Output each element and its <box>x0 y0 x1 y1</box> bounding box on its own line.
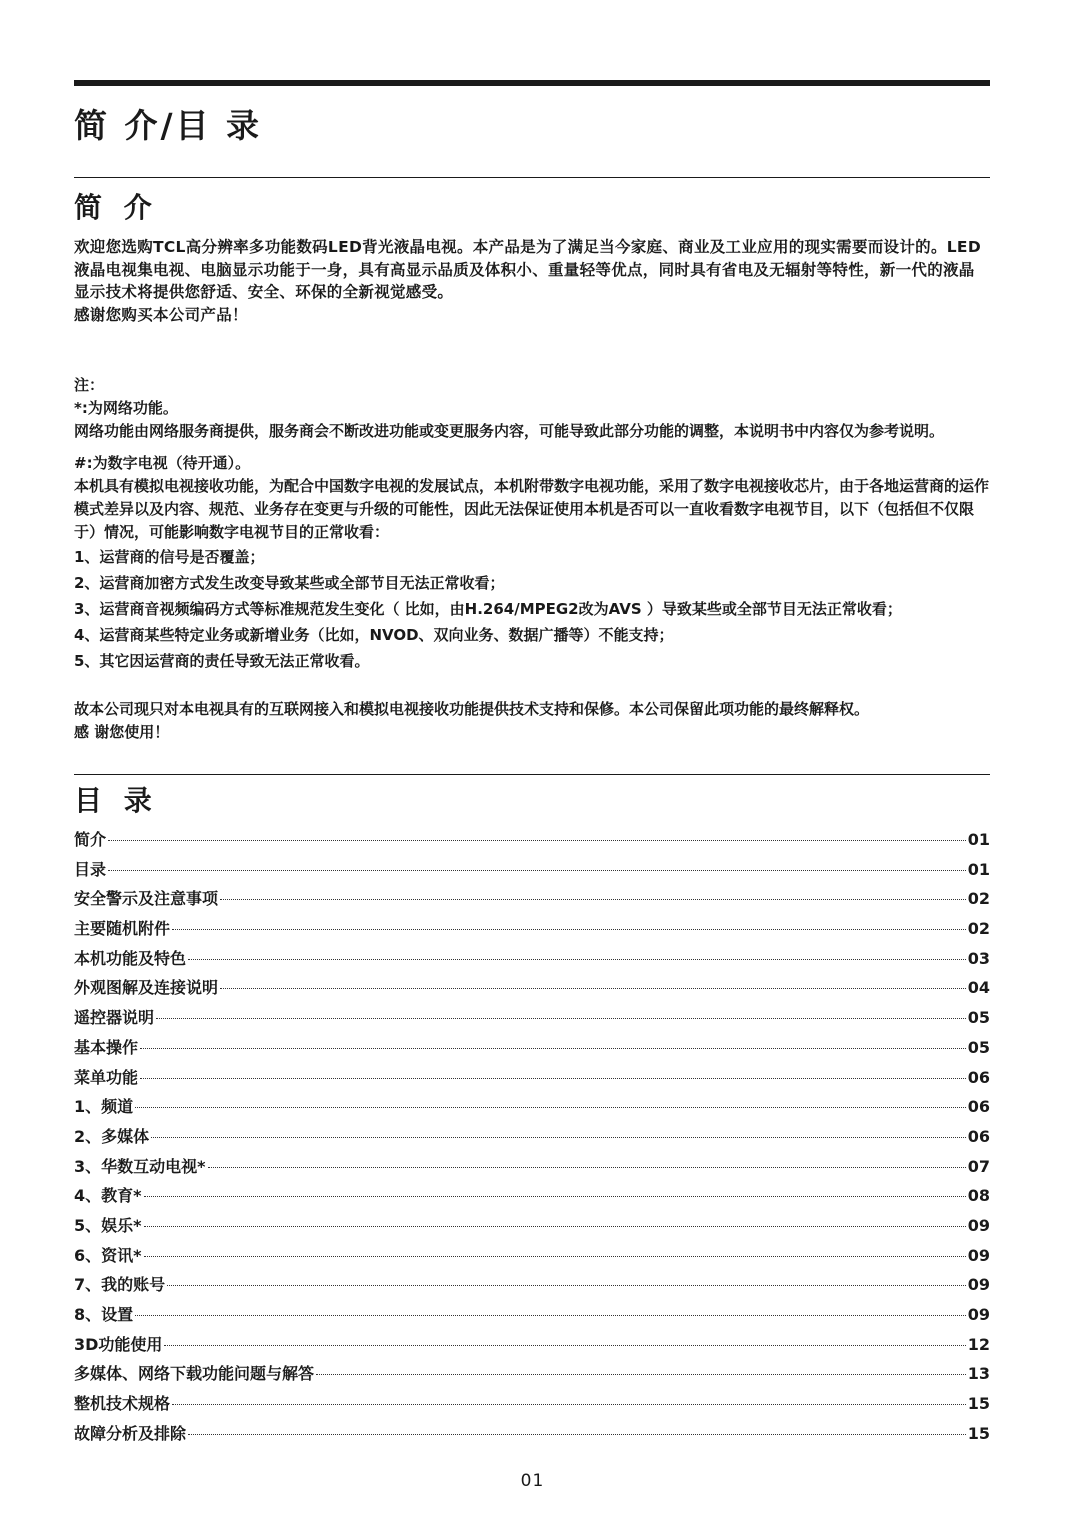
toc-label: 多媒体、网络下载功能问题与解答 <box>74 1364 315 1384</box>
toc-page: 12 <box>967 1334 990 1354</box>
disclaimer: 故本公司现只对本电视具有的互联网接入和模拟电视接收功能提供技术支持和保修。本公司保留此项功能的最终解释权。 <box>74 700 870 718</box>
dot-leader <box>188 959 966 960</box>
toc-page: 15 <box>967 1423 990 1443</box>
toc-page: 01 <box>967 859 990 879</box>
toc-label: 本机功能及特色 <box>74 948 187 968</box>
dot-leader <box>144 1226 966 1227</box>
toc-page: 01 <box>967 830 990 849</box>
toc-entry[interactable] <box>74 1005 990 1035</box>
dot-leader <box>144 1196 966 1197</box>
toc-page: 06 <box>967 1067 990 1087</box>
intro-thanks: 感谢您购买本公司产品！ <box>74 305 248 324</box>
digital-text: 本机具有模拟电视接收功能，为配合中国数字电视的发展试点，本机附带数字电视功能，采用了数字电视接收芯片，由于各地运营商的运作模式差异以及内容、规范、业务存在变更与升级的可能性，因此无法保证使用本机是否可以一直收看数字电视节目，以下（包括但不仅限于）情况，可能影响数字电视节目的正常收看： <box>74 477 990 541</box>
intro-heading: 简 介 <box>74 191 158 224</box>
intro-paragraph: 欢迎您选购TCL高分辨率多功能数码LED背光液晶电视。本产品是为了满足当今家庭、商业及工业应用的现实需要而设计的。LED液晶电视集电视、电脑显示功能于一身，具有高显示品质及体积小、重量轻等优点，同时具有省电及无辐射等特性，新一代的液晶显示技术将提供您舒适、安全、环保的全新视觉感受。 <box>74 238 981 301</box>
toc-entry[interactable] <box>74 1302 990 1332</box>
dot-leader <box>140 1048 966 1049</box>
list-item: 1、运营商的信号是否覆盖； <box>74 548 265 566</box>
toc-label: 整机技术规格 <box>74 1394 171 1414</box>
toc-entry[interactable] <box>74 1035 990 1065</box>
dot-leader <box>151 1137 966 1138</box>
network-text: 网络功能由网络服务商提供，服务商会不断改进功能或变更服务内容，可能导致此部分功能的调整，本说明书中内容仅为参考说明。 <box>74 422 945 440</box>
toc-page: 02 <box>967 889 990 909</box>
toc-entry[interactable] <box>74 916 990 946</box>
dot-leader <box>172 1404 966 1405</box>
table-of-contents <box>74 827 990 1450</box>
toc-label: 安全警示及注意事项 <box>74 889 219 909</box>
dot-leader <box>156 1018 966 1019</box>
page-title: 简 介/目 录 <box>74 106 263 145</box>
dot-leader <box>316 1374 966 1375</box>
dot-leader <box>220 988 966 989</box>
dot-leader <box>144 1256 966 1257</box>
toc-entry[interactable] <box>74 1332 990 1362</box>
list-item: 4、运营商某些特定业务或新增业务（比如，NVOD、双向业务、数据广播等）不能支持； <box>74 626 674 644</box>
divider <box>74 177 990 178</box>
divider <box>74 774 990 775</box>
toc-entry[interactable] <box>74 1391 990 1421</box>
toc-page: 06 <box>967 1097 990 1117</box>
conditions-list <box>74 544 990 674</box>
dot-leader <box>135 1315 966 1316</box>
toc-page: 13 <box>967 1364 990 1384</box>
toc-page: 09 <box>967 1245 990 1265</box>
toc-label: 2、多媒体 <box>74 1126 150 1146</box>
toc-page: 05 <box>967 1008 990 1028</box>
toc-entry[interactable] <box>74 857 990 887</box>
toc-label: 3D功能使用 <box>74 1334 163 1354</box>
toc-label: 简介 <box>74 830 107 849</box>
digital-marker: #:为数字电视（待开通）。 <box>74 454 251 472</box>
dot-leader <box>140 1078 966 1079</box>
toc-page: 02 <box>967 919 990 939</box>
toc-page: 09 <box>967 1275 990 1295</box>
toc-label: 7、我的账号 <box>74 1275 166 1295</box>
toc-page: 08 <box>967 1186 990 1206</box>
toc-entry[interactable] <box>74 886 990 916</box>
toc-label: 6、资讯* <box>74 1245 142 1265</box>
toc-entry[interactable] <box>74 946 990 976</box>
dot-leader <box>208 1167 966 1168</box>
dot-leader <box>108 870 966 871</box>
manual-page <box>74 80 990 1450</box>
toc-label: 菜单功能 <box>74 1067 139 1087</box>
toc-label: 主要随机附件 <box>74 919 171 939</box>
list-item: 3、运营商音视频编码方式等标准规范发生变化（ 比如，由H.264/MPEG2改为AVS ）导致某些或全部节目无法正常收看； <box>74 600 902 618</box>
dot-leader <box>108 840 966 841</box>
toc-page: 09 <box>967 1215 990 1235</box>
toc-page: 03 <box>967 948 990 968</box>
list-item: 2、运营商加密方式发生改变导致某些或全部节目无法正常收看； <box>74 574 505 592</box>
notes-section <box>74 374 990 744</box>
top-rule <box>74 80 990 86</box>
network-marker: *:为网络功能。 <box>74 399 178 417</box>
toc-page: 07 <box>967 1156 990 1176</box>
toc-page: 06 <box>967 1126 990 1146</box>
toc-label: 4、教育* <box>74 1186 142 1206</box>
toc-entry[interactable] <box>74 1243 990 1273</box>
dot-leader <box>167 1285 966 1286</box>
toc-label: 8、设置 <box>74 1305 134 1324</box>
list-item: 5、其它因运营商的责任导致无法正常收看。 <box>74 652 370 670</box>
toc-entry[interactable] <box>74 827 990 857</box>
dot-leader <box>135 1107 966 1108</box>
toc-entry[interactable] <box>74 1213 990 1243</box>
toc-label: 1、频道 <box>74 1097 134 1117</box>
toc-entry[interactable] <box>74 1361 990 1391</box>
toc-entry[interactable] <box>74 1421 990 1451</box>
toc-entry[interactable] <box>74 1124 990 1154</box>
toc-page: 15 <box>967 1394 990 1414</box>
toc-entry[interactable] <box>74 1183 990 1213</box>
toc-page: 09 <box>967 1305 990 1324</box>
toc-entry[interactable] <box>74 1065 990 1095</box>
toc-label: 外观图解及连接说明 <box>74 978 219 998</box>
toc-entry[interactable] <box>74 975 990 1005</box>
toc-label: 5、娱乐* <box>74 1215 142 1235</box>
toc-entry[interactable] <box>74 1272 990 1302</box>
dot-leader <box>220 899 966 900</box>
dot-leader <box>188 1434 966 1435</box>
toc-page: 04 <box>967 978 990 998</box>
toc-label: 基本操作 <box>74 1037 139 1057</box>
dot-leader <box>172 929 966 930</box>
intro-text <box>74 236 990 326</box>
toc-label: 遥控器说明 <box>74 1008 155 1028</box>
page-number: 01 <box>520 1471 545 1491</box>
toc-label: 目录 <box>74 859 107 879</box>
dot-leader <box>164 1345 965 1346</box>
thanks-note: 感 谢您使用！ <box>74 723 170 741</box>
toc-label: 3、华数互动电视* <box>74 1156 206 1176</box>
notes-label: 注： <box>74 376 105 394</box>
toc-label: 故障分析及排除 <box>74 1423 187 1443</box>
toc-page: 05 <box>967 1037 990 1057</box>
toc-entry[interactable] <box>74 1154 990 1184</box>
toc-heading: 目 录 <box>74 784 158 817</box>
toc-entry[interactable] <box>74 1094 990 1124</box>
